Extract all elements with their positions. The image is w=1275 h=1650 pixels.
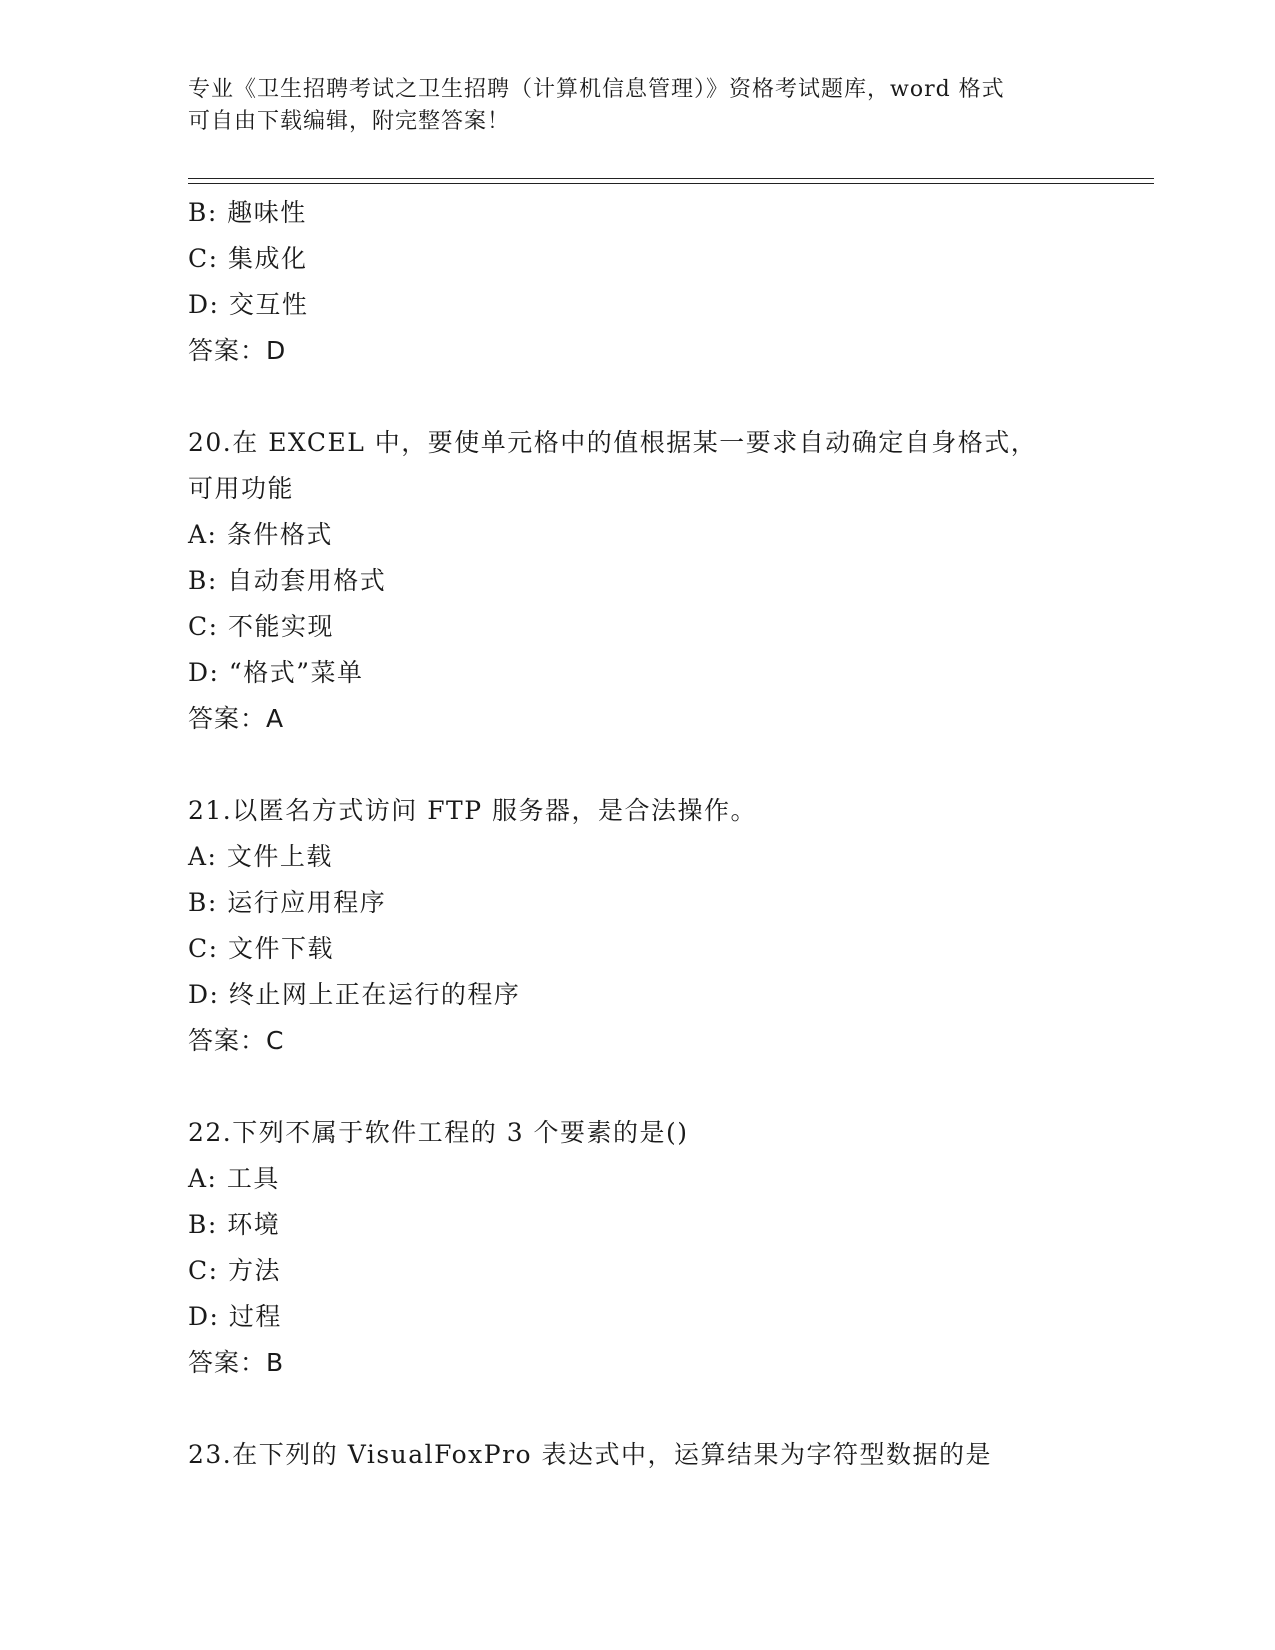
option-d: D: 终止网上正在运行的程序 — [188, 980, 521, 1009]
answer-line: 答案：B — [188, 1348, 285, 1377]
option-a: A: 文件上载 — [188, 842, 333, 871]
answer-line: 答案：C — [188, 1026, 285, 1055]
answer-line: 答案：A — [188, 704, 285, 733]
option-d: D: 交互性 — [188, 290, 309, 319]
option-b: B: 运行应用程序 — [188, 888, 387, 917]
option-c: C: 不能实现 — [188, 612, 334, 641]
question-22 — [188, 1110, 1088, 1386]
question-list — [188, 190, 1088, 1478]
header-line-2: 可自由下载编辑，附完整答案！ — [188, 109, 511, 134]
question-text: 21.以匿名方式访问 FTP 服务器，是合法操作。 — [188, 796, 757, 825]
option-c: C: 文件下载 — [188, 934, 334, 963]
answer-line: 答案：D — [188, 336, 287, 365]
option-d: D: 过程 — [188, 1302, 282, 1331]
question-21 — [188, 788, 1088, 1064]
question-text: 22.下列不属于软件工程的 3 个要素的是() — [188, 1118, 689, 1147]
document-header — [188, 74, 1068, 138]
option-d: D: “格式”菜单 — [188, 658, 364, 687]
question-23 — [188, 1432, 1088, 1478]
question-text: 20.在 EXCEL 中，要使单元格中的值根据某一要求自动确定自身格式， — [188, 428, 1038, 457]
header-divider-top — [188, 178, 1154, 179]
option-c: C: 集成化 — [188, 244, 308, 273]
question-text-continued: 可用功能 — [188, 474, 295, 503]
header-line-1: 专业《卫生招聘考试之卫生招聘（计算机信息管理）》资格考试题库，word 格式 — [188, 77, 1005, 102]
option-a: A: 条件格式 — [188, 520, 333, 549]
question-19-partial — [188, 190, 1088, 374]
option-a: A: 工具 — [188, 1164, 280, 1193]
question-20 — [188, 420, 1088, 742]
option-b: B: 趣味性 — [188, 198, 307, 227]
question-text: 23.在下列的 VisualFoxPro 表达式中，运算结果为字符型数据的是 — [188, 1440, 993, 1469]
header-divider-bottom — [188, 183, 1154, 184]
option-c: C: 方法 — [188, 1256, 281, 1285]
option-b: B: 自动套用格式 — [188, 566, 387, 595]
option-b: B: 环境 — [188, 1210, 281, 1239]
